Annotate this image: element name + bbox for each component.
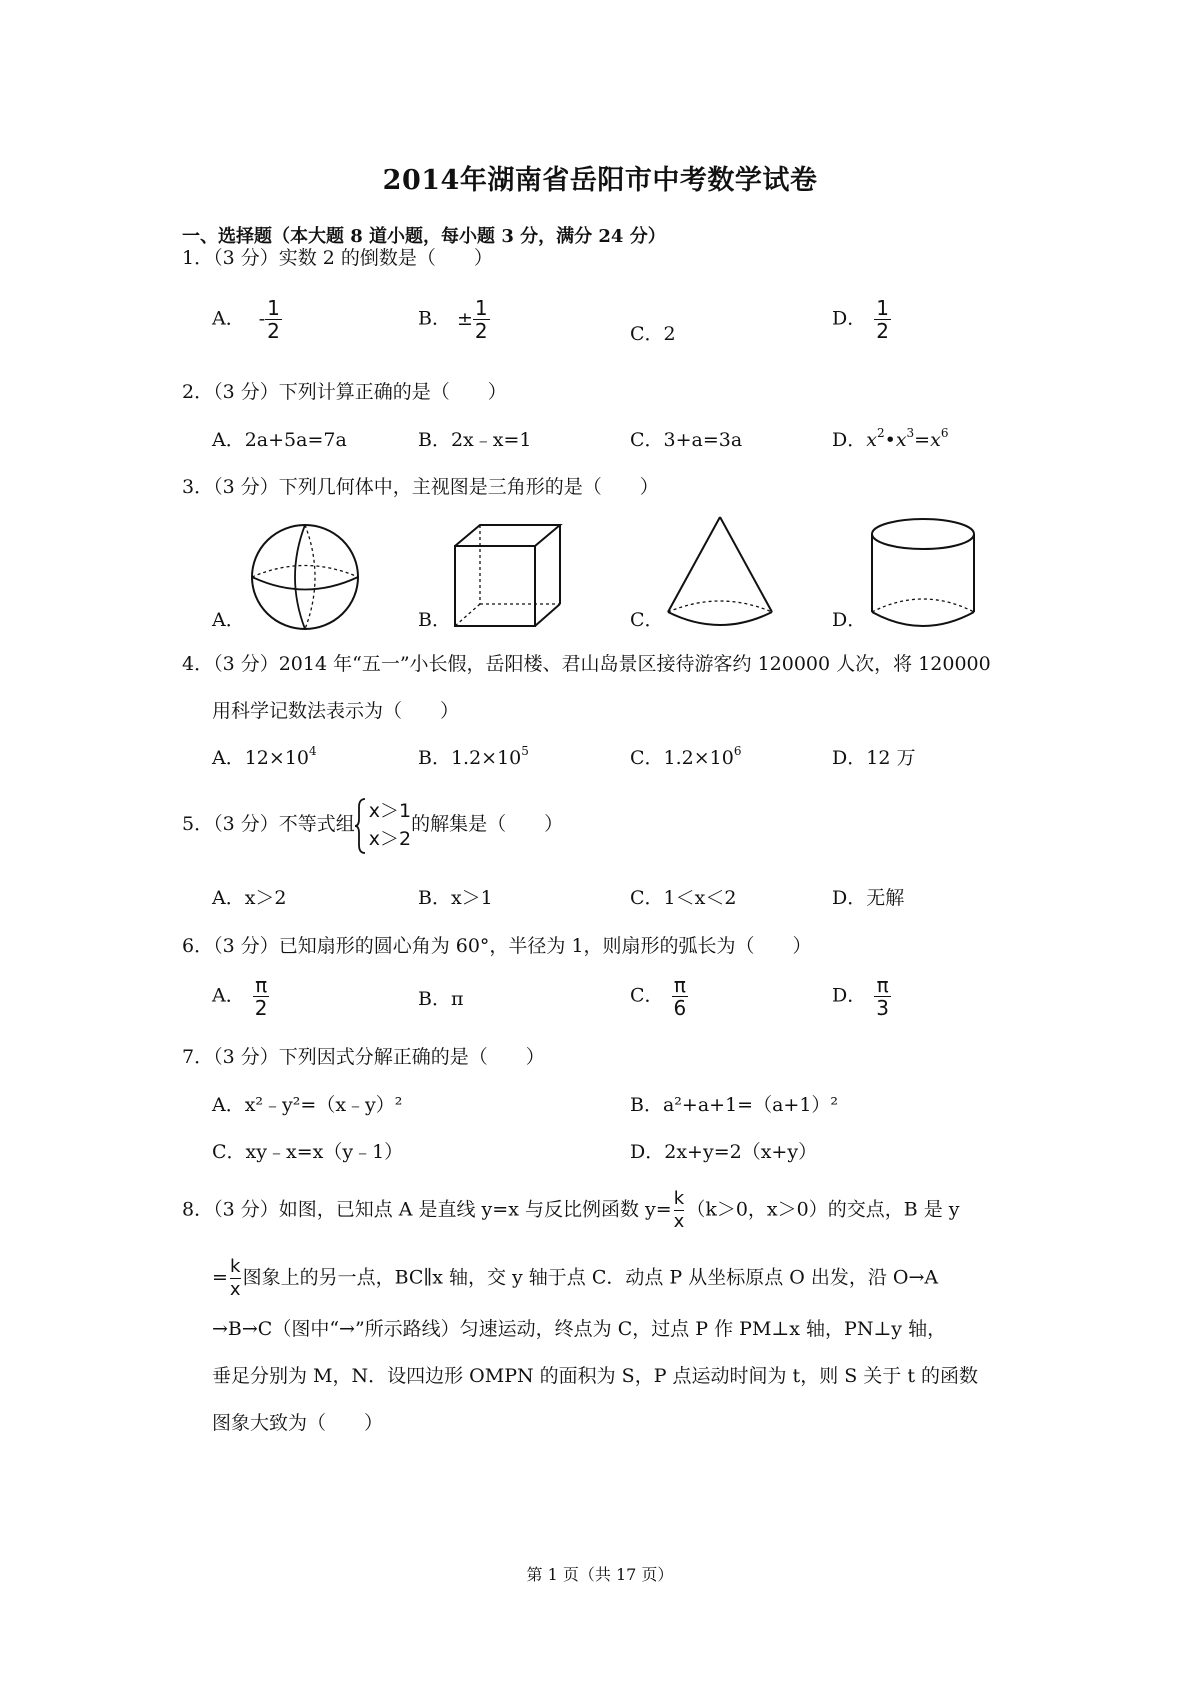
q1-a-num: 1 <box>267 296 280 320</box>
q5-stem-pre: 5．（3 分）不等式组 <box>182 813 355 835</box>
q1-d-label: D． <box>832 307 867 330</box>
q3-option-b[interactable]: B． <box>418 609 451 631</box>
q4-option-c[interactable] <box>630 746 742 770</box>
q2-option-b[interactable]: B．2x﹣x=1 <box>418 429 532 451</box>
q1-b-den: 2 <box>474 319 488 343</box>
q6-option-d[interactable] <box>832 974 891 1019</box>
q8-frac-num-2: k <box>230 1256 241 1277</box>
q2-d-label: D． <box>832 429 867 451</box>
q1-d-num: 1 <box>876 296 889 320</box>
k-over-x-fraction <box>674 1188 685 1233</box>
q1-d-fraction <box>874 297 891 342</box>
q1-b-num: 1 <box>474 296 488 320</box>
q4-c-exp: 6 <box>733 744 742 758</box>
q3-option-c[interactable]: C． <box>630 609 664 631</box>
q8-frac-den-1: x <box>673 1211 685 1232</box>
q2-d-eq: = <box>914 429 931 451</box>
q6-a-fraction <box>253 974 270 1019</box>
q8-line1 <box>182 1188 960 1233</box>
q8-line1-pre: 8．（3 分）如图，已知点 A 是直线 y=x 与反比例函数 y= <box>182 1198 672 1221</box>
q6-a-num: π <box>255 973 268 997</box>
q6-option-c[interactable] <box>630 974 688 1019</box>
sphere-figure <box>248 522 362 632</box>
q1-a-den: 2 <box>267 319 280 343</box>
q7-option-b[interactable]: B．a²+a+1=（a+1）² <box>630 1094 839 1116</box>
q4-option-d[interactable]: D．12 万 <box>832 747 916 769</box>
q3-stem: 3．（3 分）下列几何体中，主视图是三角形的是（ ） <box>182 476 659 498</box>
q2-option-a[interactable]: A．2a+5a=7a <box>212 429 347 451</box>
q5-option-d[interactable]: D．无解 <box>832 887 905 909</box>
q8-line3: →B→C（图中“→”所示路线）匀速运动，终点为 C，过点 P 作 PM⊥x 轴，PN⊥y 轴， <box>212 1318 947 1340</box>
brace-icon <box>355 797 367 855</box>
q4-stem-line2: 用科学记数法表示为（ ） <box>212 700 460 722</box>
q8-line4: 垂足分别为 M，N．设四边形 OMPN 的面积为 S，P 点运动时间为 t，则 S 关于 t 的函数 <box>212 1365 979 1387</box>
q2-d-e1: 2 <box>876 426 885 440</box>
q5-option-c[interactable]: C．1＜x＜2 <box>630 887 737 909</box>
q7-option-d[interactable]: D．2x+y=2（x+y） <box>630 1141 818 1163</box>
q4-option-a[interactable] <box>212 746 317 770</box>
q6-c-label: C． <box>630 984 664 1007</box>
q1-option-d[interactable] <box>832 297 891 342</box>
q4-a-exp: 4 <box>309 744 317 758</box>
q2-stem: 2．（3 分）下列计算正确的是（ ） <box>182 381 507 403</box>
q2-d-dot: • <box>884 429 896 451</box>
q6-option-b[interactable]: B．π <box>418 988 464 1010</box>
q6-c-num: π <box>673 973 686 997</box>
q2-option-c[interactable]: C．3+a=3a <box>630 429 743 451</box>
inequality-2: x＞2 <box>368 828 412 850</box>
cylinder-figure <box>868 516 978 632</box>
q1-a-fraction <box>265 297 282 342</box>
q2-option-d[interactable] <box>832 428 948 452</box>
q2-d-x3: x <box>930 429 941 451</box>
q6-stem: 6．（3 分）已知扇形的圆心角为 60°，半径为 1，则扇形的弧长为（ ） <box>182 935 812 957</box>
q6-c-fraction <box>672 974 689 1019</box>
inequality-system <box>355 797 411 853</box>
q4-option-b[interactable] <box>418 746 529 770</box>
q1-option-b[interactable] <box>418 297 490 342</box>
q8-line5: 图象大致为（ ） <box>212 1412 384 1434</box>
q4-stem-line1: 4．（3 分）2014 年“五一”小长假，岳阳楼、君山岛景区接待游客约 120000 人次，将 120000 <box>182 653 991 675</box>
q4-a-base: A．12×10 <box>212 747 309 769</box>
q1-b-label: B． <box>418 307 451 330</box>
q2-d-x1: x <box>866 429 877 451</box>
q2-d-e2: 3 <box>906 426 915 440</box>
q8-line2-post: 图象上的另一点，BC∥x 轴，交 y 轴于点 C．动点 P 从坐标原点 O 出发，沿 O→A <box>242 1266 939 1289</box>
q5-option-a[interactable]: A．x＞2 <box>212 887 287 909</box>
q2-d-x2: x <box>895 429 907 451</box>
q7-option-a[interactable]: A．x²﹣y²=（x﹣y）² <box>212 1094 403 1116</box>
q1-option-a[interactable] <box>212 297 282 342</box>
q7-option-c[interactable]: C．xy﹣x=x（y﹣1） <box>212 1141 404 1163</box>
q1-a-sign: - <box>258 307 266 330</box>
q8-frac-num-1: k <box>673 1188 685 1209</box>
q1-b-sign: ± <box>456 307 473 330</box>
k-over-x-fraction-2 <box>230 1256 241 1301</box>
q6-d-den: 3 <box>876 996 889 1020</box>
page-title: 2014年湖南省岳阳市中考数学试卷 <box>382 165 818 196</box>
section-heading: 一、选择题（本大题 8 道小题，每小题 3 分，满分 24 分） <box>182 226 666 247</box>
q1-stem: 1．（3 分）实数 2 的倒数是（ ） <box>182 247 493 269</box>
q4-c-base: C．1.2×10 <box>630 747 734 769</box>
q2-d-e3: 6 <box>940 426 949 440</box>
q6-a-label: A． <box>212 984 245 1007</box>
q5-stem-post: 的解集是（ ） <box>411 813 564 835</box>
q6-option-a[interactable] <box>212 974 269 1019</box>
cone-figure <box>664 514 776 632</box>
q6-d-label: D． <box>832 984 867 1007</box>
q8-line2-pre: = <box>212 1266 228 1289</box>
q1-option-c[interactable]: C．2 <box>630 323 676 345</box>
q8-line2 <box>212 1256 938 1301</box>
q5-stem <box>182 797 563 853</box>
q4-b-exp: 5 <box>521 744 529 758</box>
q6-d-fraction <box>874 974 891 1019</box>
q4-b-base: B．1.2×10 <box>418 747 522 769</box>
q1-b-fraction <box>473 297 490 342</box>
q7-stem: 7．（3 分）下列因式分解正确的是（ ） <box>182 1046 545 1068</box>
q3-option-a[interactable]: A． <box>212 609 245 631</box>
q6-c-den: 6 <box>673 996 687 1020</box>
q1-a-label: A． <box>212 307 245 330</box>
q3-option-d[interactable]: D． <box>832 609 867 631</box>
q8-frac-den-2: x <box>229 1279 241 1300</box>
q1-d-den: 2 <box>876 319 889 343</box>
inequality-1: x＞1 <box>368 800 412 822</box>
q5-option-b[interactable]: B．x＞1 <box>418 887 493 909</box>
page-footer: 第 1 页（共 17 页） <box>526 1565 674 1584</box>
q8-line1-post: （k＞0，x＞0）的交点，B 是 y <box>686 1198 960 1221</box>
cube-figure <box>452 522 564 630</box>
q6-a-den: 2 <box>254 996 268 1020</box>
q6-d-num: π <box>876 973 889 997</box>
